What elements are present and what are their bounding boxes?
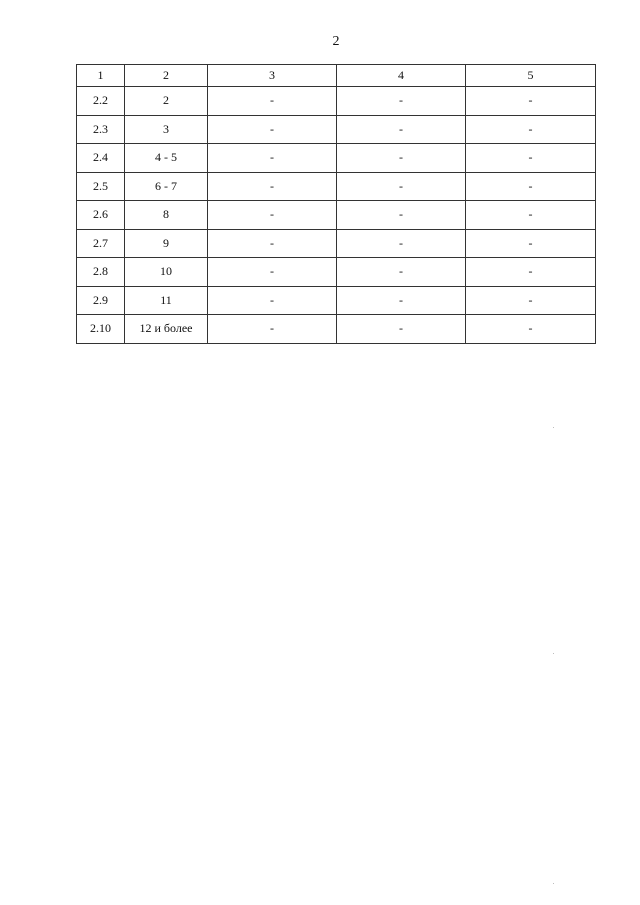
table-cell: - [466,201,596,230]
table-cell: - [337,201,466,230]
table-cell: - [337,286,466,315]
table-cell: - [466,315,596,344]
table-row [77,258,596,287]
table-cell: - [466,258,596,287]
table-cell: - [337,172,466,201]
table-cell: 2.4 [77,144,125,173]
scan-speck [553,883,554,884]
column-header: 2 [125,65,208,87]
table-cell: - [337,229,466,258]
table-cell: - [466,144,596,173]
column-header: 1 [77,65,125,87]
table-cell: - [337,315,466,344]
table-cell: - [208,172,337,201]
table-cell: 10 [125,258,208,287]
table-cell: - [208,115,337,144]
table-cell: 2.7 [77,229,125,258]
page-number: 2 [332,34,340,49]
table-row [77,315,596,344]
table-cell: 2.10 [77,315,125,344]
table-cell: 2.5 [77,172,125,201]
table-row [77,144,596,173]
table-cell: 8 [125,201,208,230]
table-cell: - [337,87,466,116]
table-row [77,286,596,315]
table-row [77,87,596,116]
column-header: 3 [208,65,337,87]
table-cell: 6 - 7 [125,172,208,201]
scan-speck [553,653,554,654]
table-cell: - [337,115,466,144]
table-cell: 2.8 [77,258,125,287]
table-header-row [77,65,596,87]
table-cell: 9 [125,229,208,258]
table-cell: - [337,144,466,173]
scan-speck [553,427,554,428]
table-row [77,229,596,258]
table-row [77,115,596,144]
table-cell: - [208,144,337,173]
table-cell: - [208,229,337,258]
table-cell: 2 [125,87,208,116]
table-cell: 2.6 [77,201,125,230]
table-cell: - [466,286,596,315]
column-header: 4 [337,65,466,87]
table-cell: - [466,172,596,201]
table-cell: 11 [125,286,208,315]
table-cell: 2.9 [77,286,125,315]
table-cell: 2.2 [77,87,125,116]
table-cell: - [208,286,337,315]
table-cell: - [466,115,596,144]
table-cell: - [208,201,337,230]
column-header: 5 [466,65,596,87]
table-cell: - [208,87,337,116]
table-cell: 2.3 [77,115,125,144]
table-cell: 4 - 5 [125,144,208,173]
table-row [77,172,596,201]
table-cell: 3 [125,115,208,144]
table-cell: - [208,258,337,287]
table-row [77,201,596,230]
table-cell: - [466,87,596,116]
table-cell: 12 и более [125,315,208,344]
table-cell: - [337,258,466,287]
data-table [76,64,596,344]
table-cell: - [466,229,596,258]
table-cell: - [208,315,337,344]
